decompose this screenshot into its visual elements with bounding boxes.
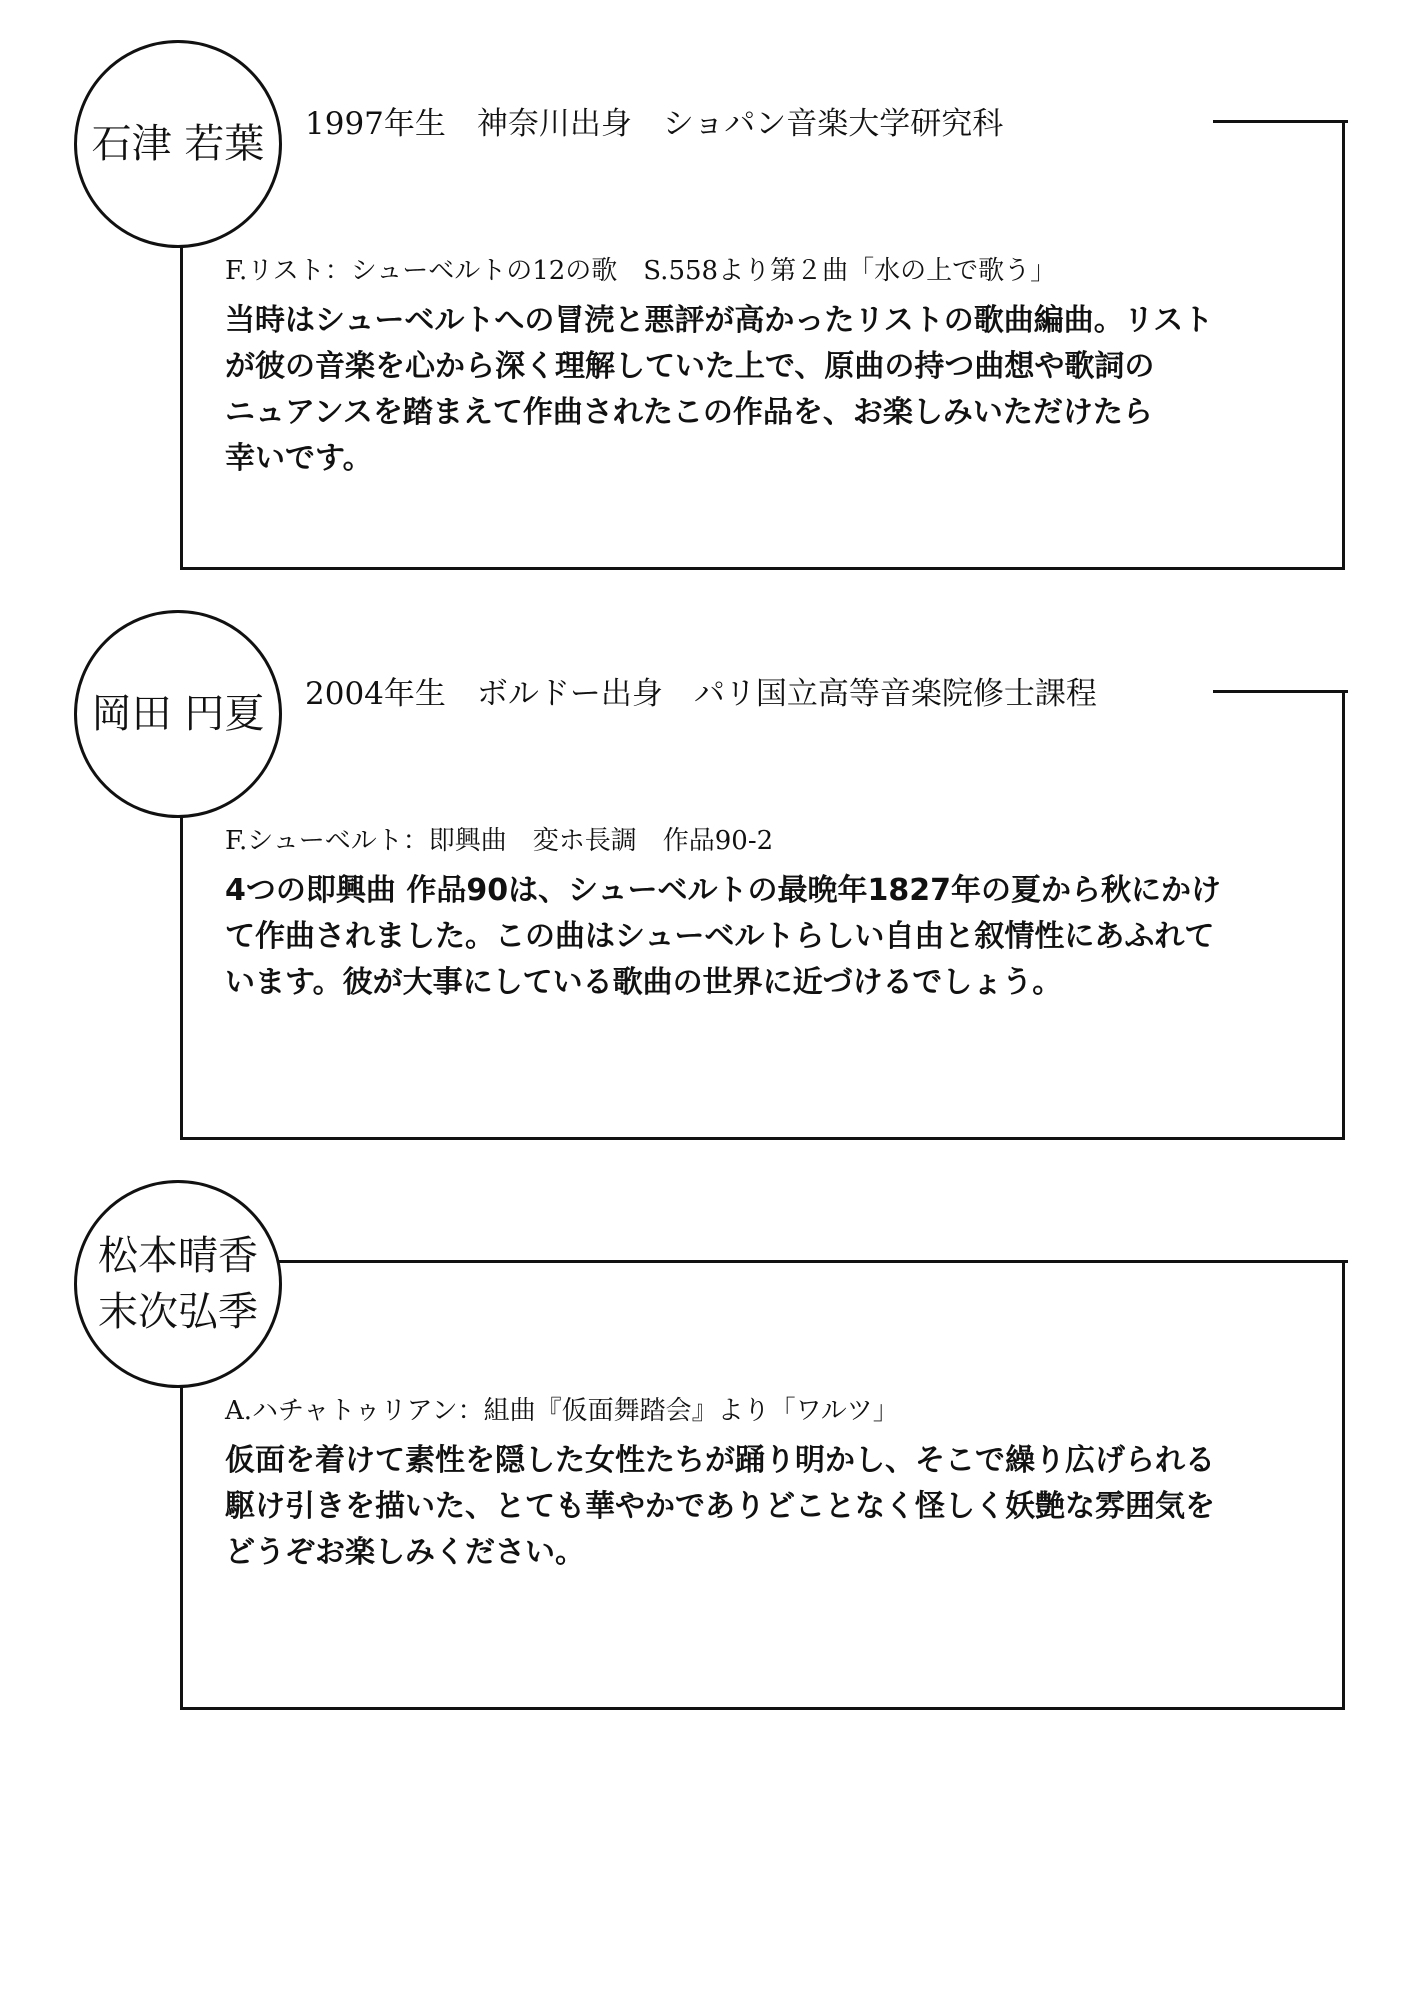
performer-bio: 2004年生 ボルドー出身 パリ国立高等音楽院修士課程 — [305, 676, 1097, 712]
name-circle — [74, 1180, 282, 1388]
piece-title: A.ハチャトゥリアン：組曲『仮面舞踏会』より「ワルツ」 — [225, 1396, 899, 1426]
description-line: 4つの即興曲 作品90は、シューベルトの最晩年1827年の夏から秋にかけ — [225, 873, 1221, 908]
piece-title: F.シューベルト：即興曲 変ホ長調 作品90-2 — [225, 826, 774, 856]
description-line: 駆け引きを描いた、とても華やかでありどことなく怪しく妖艶な雰囲気を — [225, 1489, 1215, 1524]
piece-description — [225, 298, 1325, 482]
name-circle — [74, 40, 282, 248]
performer-name: 松本晴香 — [98, 1233, 258, 1279]
description-line: 仮面を着けて素性を隠した女性たちが踊り明かし、そこで繰り広げられる — [225, 1443, 1215, 1478]
profile-card-3 — [0, 1180, 1415, 1740]
profile-card-2 — [0, 610, 1415, 1170]
piece-description — [225, 1438, 1325, 1576]
performer-bio: 1997年生 神奈川出身 ショパン音楽大学研究科 — [305, 106, 1004, 142]
profile-card-1 — [0, 40, 1415, 600]
name-circle — [74, 610, 282, 818]
description-line: ニュアンスを踏まえて作曲されたこの作品を、お楽しみいただけたら — [225, 395, 1153, 430]
description-line: 当時はシューベルトへの冒涜と悪評が高かったリストの歌曲編曲。リスト — [225, 303, 1214, 338]
description-line: います。彼が大事にしている歌曲の世界に近づけるでしょう。 — [225, 965, 1063, 1000]
piece-description — [225, 868, 1325, 1006]
description-line: て作曲されました。この曲はシューベルトらしい自由と叙情性にあふれて — [225, 919, 1215, 954]
description-line: 幸いです。 — [225, 441, 373, 476]
performer-name: 石津 若葉 — [91, 121, 265, 167]
piece-title: F.リスト：シューベルトの12の歌 S.558より第２曲「水の上で歌う」 — [225, 256, 1057, 286]
description-line: が彼の音楽を心から深く理解していた上で、原曲の持つ曲想や歌詞の — [225, 349, 1155, 384]
performer-name: 末次弘季 — [98, 1289, 258, 1335]
performer-name: 岡田 円夏 — [91, 691, 265, 737]
description-line: どうぞお楽しみください。 — [225, 1535, 585, 1570]
